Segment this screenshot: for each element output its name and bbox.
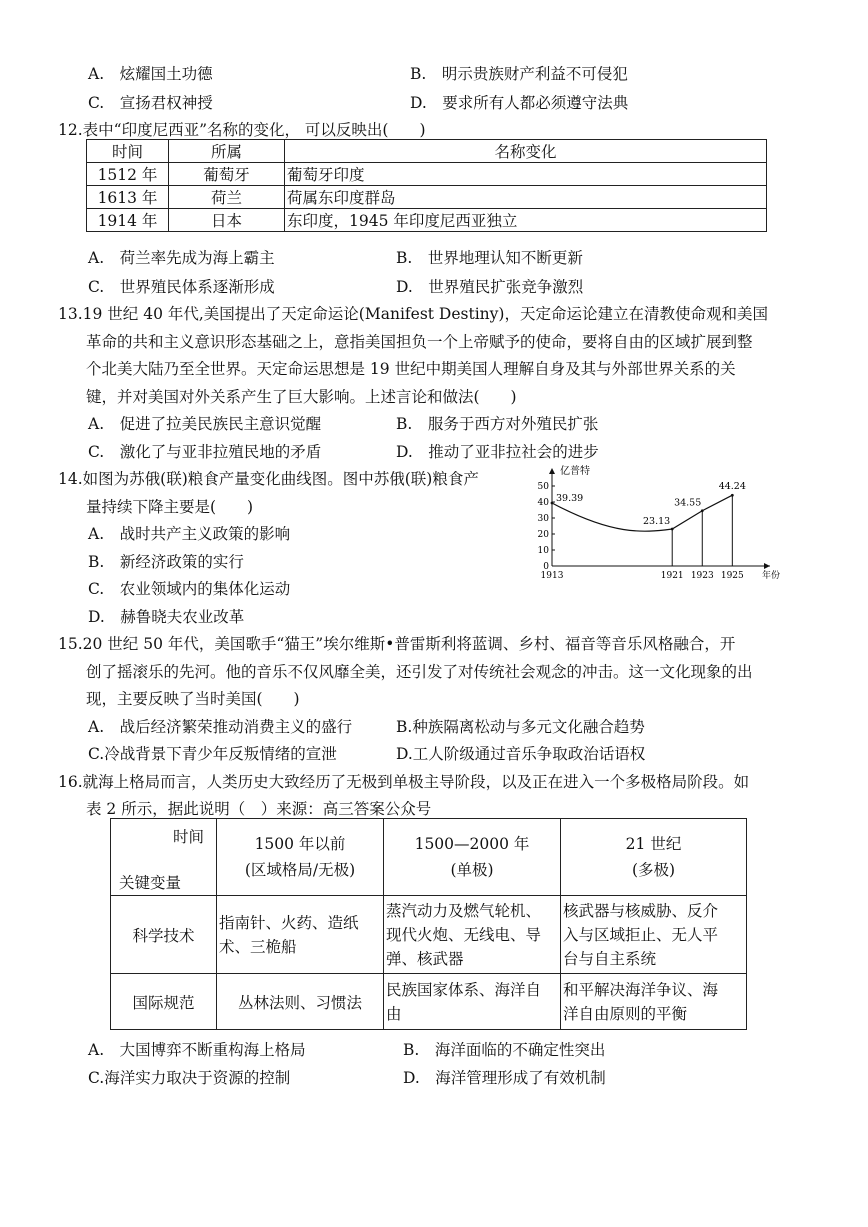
x-tick-label: 1921 — [660, 571, 684, 581]
cell-line: 由 — [386, 1004, 402, 1023]
corner-bottom-label: 关键变量 — [119, 874, 182, 892]
row-label-cell: 科学技术 — [111, 896, 217, 974]
q14-stem-line: 量持续下降主要是( ) — [86, 498, 254, 516]
data-point — [551, 502, 554, 505]
q12-option-b: B. 世界地理认知不断更新 — [396, 249, 583, 267]
q13-stem-line: 13.19 世纪 40 年代,美国提出了天定命运论(Manifest Destiny)，天定命运论建立在清教使命观和美国 — [58, 305, 768, 323]
table-header-cell: 时间 — [87, 140, 169, 163]
grain-output-chart — [530, 462, 780, 587]
q11-option-c: C. 宣扬君权神授 — [88, 94, 213, 112]
q16-stem-line: 表 2 所示，据此说明（ ）来源：高三答案公众号 — [86, 800, 432, 818]
q15-option-d: D.工人阶级通过音乐争取政治话语权 — [396, 745, 646, 763]
data-label: 39.39 — [556, 492, 584, 504]
table-cell — [561, 896, 747, 974]
data-point — [701, 509, 704, 512]
table-cell: 葡萄牙印度 — [285, 163, 767, 186]
q15-option-c: C.冷战背景下青少年反叛情绪的宣泄 — [88, 745, 337, 763]
y-axis-arrow — [549, 468, 555, 474]
table-row — [111, 974, 747, 1030]
q12-stem: 12.表中“印度尼西亚”名称的变化， 可以反映出( ) — [58, 121, 426, 139]
q16-option-d: D. 海洋管理形成了有效机制 — [403, 1069, 606, 1087]
table-row — [87, 186, 767, 209]
table-cell — [217, 974, 384, 1030]
x-tick-label: 1913 — [540, 571, 564, 581]
table-header-row — [87, 140, 767, 163]
table-cell — [384, 896, 561, 974]
y-tick-label: 30 — [537, 514, 549, 524]
x-axis-arrow — [764, 563, 770, 569]
q13-option-b: B. 服务于西方对外殖民扩张 — [396, 415, 599, 433]
q12-option-d: D. 世界殖民扩张竞争激烈 — [396, 278, 584, 296]
x-tick-label: 1923 — [690, 571, 714, 581]
corner-top-label: 时间 — [173, 828, 205, 846]
q14-option-c: C. 农业领域内的集体化运动 — [88, 580, 291, 598]
q14-option-d: D. 赫鲁晓夫农业改革 — [88, 608, 245, 626]
header-line: 1500—2000 年 — [414, 835, 530, 853]
cell-line: 现代火炮、无线电、导 — [386, 925, 542, 944]
q15-option-b: B.种族隔离松动与多元文化融合趋势 — [396, 718, 645, 736]
q13-option-a: A. 促进了拉美民族民主意识觉醒 — [88, 415, 322, 433]
q13-stem-line: 键，并对美国对外关系产生了巨大影响。上述言论和做法( ) — [86, 388, 517, 406]
q14-option-b: B. 新经济政策的实行 — [88, 553, 244, 571]
data-label: 44.24 — [718, 481, 746, 493]
q15-stem-line: 创了摇滚乐的先河。他的音乐不仅风靡全美，还引发了对传统社会观念的冲击。这一文化现象的出 — [86, 663, 753, 681]
q15-stem-line: 现，主要反映了当时美国( ) — [86, 690, 300, 708]
header-line: (多极) — [631, 861, 676, 879]
y-tick-label: 50 — [537, 482, 549, 492]
header-line: (单极) — [450, 861, 494, 879]
data-point — [671, 528, 674, 531]
q13-option-d: D. 推动了亚非拉社会的进步 — [396, 443, 599, 461]
q16-option-b: B. 海洋面临的不确定性突出 — [403, 1041, 606, 1059]
q16-option-c: C.海洋实力取决于资源的控制 — [88, 1069, 291, 1087]
table-header-cell: 名称变化 — [285, 140, 767, 163]
table-cell: 葡萄牙 — [169, 163, 285, 186]
corner-header-cell — [111, 819, 217, 896]
data-label: 34.55 — [674, 497, 702, 509]
cell-line: 台与自主系统 — [563, 949, 657, 968]
q11-option-b: B. 明示贵族财产利益不可侵犯 — [410, 65, 628, 83]
header-line: (区域格局/无极) — [244, 861, 356, 879]
cell-line: 弹、核武器 — [386, 949, 464, 968]
q11-option-d: D. 要求所有人都必须遵守法典 — [410, 94, 629, 112]
x-tick-label: 1925 — [720, 571, 744, 581]
cell-line: 和平解决海洋争议、海 — [563, 980, 719, 999]
table-cell: 东印度，1945 年印度尼西亚独立 — [285, 209, 767, 232]
table-row — [87, 209, 767, 232]
cell-line: 术、三桅船 — [219, 937, 297, 956]
x-axis-label: 年份 — [762, 571, 780, 581]
q14-option-a: A. 战时共产主义政策的影响 — [88, 525, 291, 543]
header-line: 21 世纪 — [625, 835, 682, 853]
table-cell: 1613 年 — [87, 186, 169, 209]
table-header-cell — [384, 819, 561, 896]
q15-stem-line: 15.20 世纪 50 年代，美国歌手“猫王”埃尔维斯•普雷斯利将蓝调、乡村、福音等音乐风格融合，开 — [58, 635, 736, 653]
table-header-cell: 所属 — [169, 140, 285, 163]
data-label: 23.13 — [643, 515, 671, 527]
q14-stem-line: 14.如图为苏俄(联)粮食产量变化曲线图。图中苏俄(联)粮食产 — [58, 470, 479, 488]
q16-table — [110, 818, 747, 1030]
table-header-cell — [561, 819, 747, 896]
q13-stem-line: 革命的共和主义意识形态基础之上，意指美国担负一个上帝赋予的使命，要将自由的区域扩展到整 — [86, 333, 753, 351]
y-tick-label: 10 — [537, 546, 549, 556]
cell-line: 民族国家体系、海洋自 — [386, 980, 542, 999]
table-cell: 荷属东印度群岛 — [285, 186, 767, 209]
q12-option-a: A. 荷兰率先成为海上霸主 — [88, 249, 275, 267]
q13-option-c: C. 激化了与亚非拉殖民地的矛盾 — [88, 443, 322, 461]
table-cell — [384, 974, 561, 1030]
q13-stem-line: 个北美大陆乃至全世界。天定命运思想是 19 世纪中期美国人理解自身及其与外部世界关系的关 — [86, 360, 736, 378]
q12-option-c: C. 世界殖民体系逐渐形成 — [88, 278, 275, 296]
table-cell — [561, 974, 747, 1030]
q16-option-a: A. 大国博弈不断重构海上格局 — [88, 1041, 306, 1059]
table-cell — [217, 896, 384, 974]
table-row — [111, 896, 747, 974]
data-point — [731, 494, 734, 497]
y-axis-label: 亿普特 — [560, 466, 590, 477]
q15-option-a: A. 战后经济繁荣推动消费主义的盛行 — [88, 718, 353, 736]
y-tick-label: 0 — [543, 562, 549, 572]
table-cell: 1914 年 — [87, 209, 169, 232]
table-cell: 荷兰 — [169, 186, 285, 209]
cell-line: 洋自由原则的平衡 — [563, 1004, 688, 1023]
table-row — [87, 163, 767, 186]
cell-line: 丛林法则、习惯法 — [237, 993, 362, 1012]
q16-stem-line: 16.就海上格局而言，人类历史大致经历了无极到单极主导阶段，以及正在进入一个多极格局阶段。如 — [58, 773, 750, 791]
cell-line: 蒸汽动力及燃气轮机、 — [386, 901, 542, 920]
header-line: 1500 年以前 — [254, 835, 346, 853]
table-header-row — [111, 819, 747, 896]
y-tick-label: 20 — [537, 530, 549, 540]
cell-line: 入与区域拒止、无人平 — [563, 925, 719, 944]
cell-line: 核武器与核威胁、反介 — [563, 901, 719, 920]
row-label-cell: 国际规范 — [111, 974, 217, 1030]
table-cell: 日本 — [169, 209, 285, 232]
y-tick-label: 40 — [537, 498, 549, 508]
cell-line: 指南针、火药、造纸 — [219, 913, 359, 932]
q11-option-a: A. 炫耀国土功德 — [88, 65, 213, 83]
table-header-cell — [217, 819, 384, 896]
q12-table — [86, 139, 767, 232]
table-cell: 1512 年 — [87, 163, 169, 186]
